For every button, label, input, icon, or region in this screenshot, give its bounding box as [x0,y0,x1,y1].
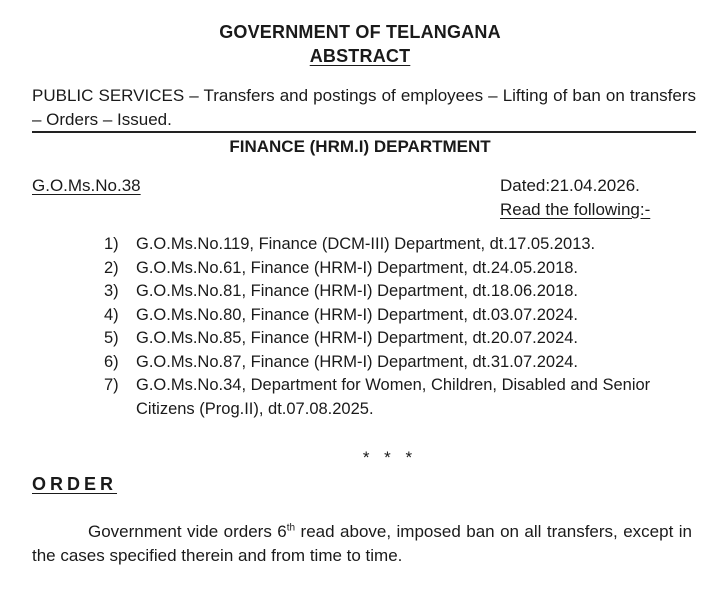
reference-item [104,304,684,328]
reference-number: 6) [104,352,119,371]
order-text-start: Government vide orders 6 [88,522,287,541]
reference-number: 1) [104,235,119,253]
reference-number: 4) [104,305,119,324]
department-heading: FINANCE (HRM.I) DEPARTMENT [229,137,491,156]
divider-line [32,131,696,133]
abstract-heading: ABSTRACT [309,46,411,66]
order-text-end: read above, imposed ban on all transfers, except in the cases specified therein and from time to time. [32,522,692,565]
reference-text: G.O.Ms.No.34, Department for Women, Children, Disabled and Senior Citizens (Prog.II), dt.07.08.2025. [136,376,651,418]
go-number: G.O.Ms.No.38 [32,176,141,195]
reference-number: 2) [104,258,119,277]
section-separator: * * * [362,448,418,467]
reference-item [104,233,684,257]
order-heading: ORDER [32,474,118,494]
reference-text: G.O.Ms.No.119, Finance (DCM-III) Department, dt.17.05.2013. [136,235,596,253]
government-title: GOVERNMENT OF TELANGANA [219,22,501,42]
read-following-label: Read the following:- [500,200,651,219]
order-date: Dated:21.04.2026. [500,176,640,195]
reference-number: 3) [104,282,119,300]
reference-text: G.O.Ms.No.81, Finance (HRM-I) Department, dt.18.06.2018. [136,282,579,300]
reference-item [104,327,684,351]
reference-item [104,280,684,304]
reference-text: G.O.Ms.No.80, Finance (HRM-I) Department, dt.03.07.2024. [136,305,579,324]
references-list [104,233,684,421]
ordinal-suffix: th [286,522,296,534]
reference-item [104,351,684,375]
reference-text: G.O.Ms.No.87, Finance (HRM-I) Department, dt.31.07.2024. [136,352,579,371]
order-paragraph [32,520,692,568]
reference-number: 7) [104,376,119,394]
reference-number: 5) [104,329,119,347]
reference-item [104,374,684,421]
reference-text: G.O.Ms.No.61, Finance (HRM-I) Department, dt.24.05.2018. [136,258,579,277]
subject-line: PUBLIC SERVICES – Transfers and postings of employees – Lifting of ban on transfers – Orders – Issued. [32,86,696,129]
reference-text: G.O.Ms.No.85, Finance (HRM-I) Department, dt.20.07.2024. [136,329,579,347]
reference-item [104,257,684,281]
